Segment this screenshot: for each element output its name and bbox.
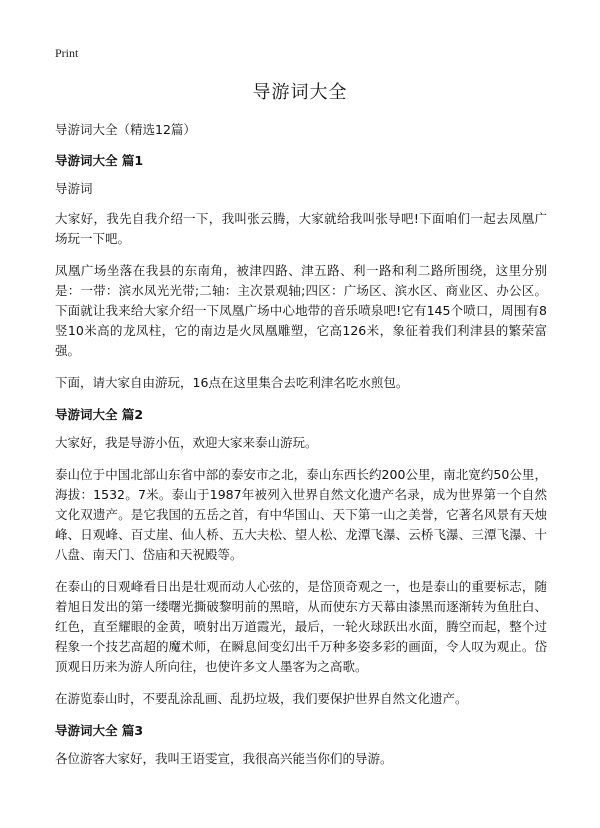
section-3	[55, 721, 547, 769]
section-heading: 导游词大全 篇3	[55, 723, 144, 738]
section-1	[55, 151, 547, 393]
paragraph: 大家好，我先自我介绍一下，我叫张云腾，大家就给我叫张导吧!下面咱们一起去凤凰广场玩一下吧。	[55, 211, 547, 246]
document-subtitle: 导游词大全（精选12篇）	[55, 122, 196, 137]
paragraph: 在泰山的日观峰看日出是壮观而动人心弦的，是岱顶奇观之一，也是泰山的重要标志，随着旭日发出的第一缕曙光撕破黎明前的黑暗，从而使东方天幕由漆黑而逐渐转为鱼肚白、红色，直至耀眼的金黄，喷射出万道霞光，最后，一轮火球跃出水面，腾空而起，整个过程象一个技艺高超的魔术师，在瞬息间变幻出千万种多姿多彩的画面，令人叹为观止。岱顶观日历来为游人所向往，也使许多文人墨客为之高歌。	[55, 579, 547, 674]
section-heading: 导游词大全 篇2	[55, 407, 144, 422]
paragraph: 各位游客大家好，我叫王语雯宣，我很高兴能当你们的导游。	[55, 751, 393, 766]
section-heading: 导游词大全 篇1	[55, 153, 144, 168]
section-2	[55, 405, 547, 709]
paragraph: 在游览泰山时，不要乱涂乱画、乱扔垃圾，我们要保护世界自然文化遗产。	[55, 691, 468, 706]
paragraph: 凤凰广场坐落在我县的东南角，被津四路、津五路、利一路和利二路所围绕，这里分别是：一带：滨水凤光光带;二轴：主次景观轴;四区：广场区、滨水区、商业区、办公区。下面就让我来给大家介绍一下凤凰广场中心地带的音乐喷泉吧!它有145个喷口，周围有8竖10米高的龙凤柱，它的南边是火凤凰雕塑，它高126米，象征着我们利津县的繁荣富强。	[55, 263, 547, 358]
document-body	[55, 120, 547, 781]
document-title: 导游词大全	[252, 82, 348, 103]
print-label: Print	[55, 46, 79, 60]
paragraph: 泰山位于中国北部山东省中部的泰安市之北，泰山东西长约200公里，南北宽约50公里，海拔：1532。7米。泰山于1987年被列入世界自然文化遗产名录，成为世界第一个自然文化双遗产。是它我国的五岳之首，有中华国山、天下第一山之美誉，它著名风景有天烛峰、日观峰、百丈崖、仙人桥、五大夫松、望人松、龙潭飞瀑、云桥飞瀑、三潭飞瀑、十八盘、南天门、岱庙和天祝殿等。	[55, 467, 547, 562]
paragraph: 下面，请大家自由游玩，16点在这里集合去吃利津名吃水煎包。	[55, 375, 409, 390]
paragraph: 大家好，我是导游小伍，欢迎大家来泰山游玩。	[55, 435, 318, 450]
paragraph: 导游词	[55, 181, 93, 196]
